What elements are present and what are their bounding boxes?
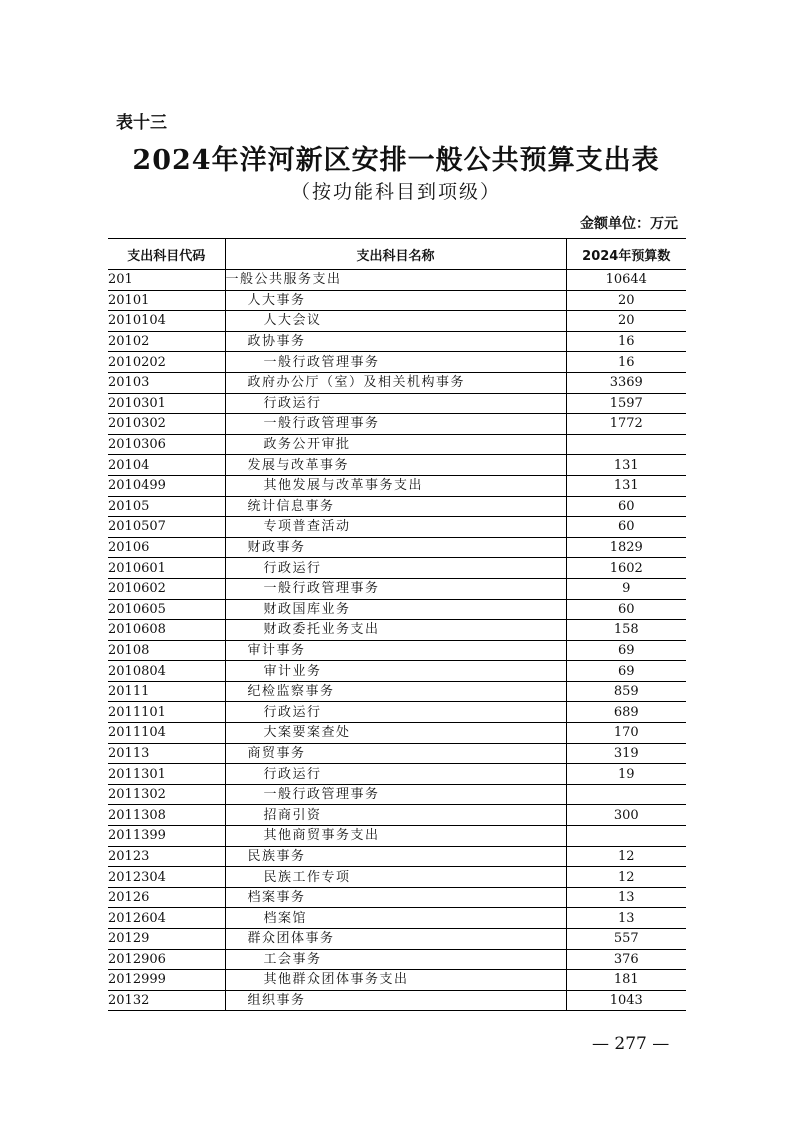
row-amount: 9 xyxy=(566,578,686,599)
row-code: 2011104 xyxy=(108,723,225,744)
table-row xyxy=(108,764,686,785)
row-amount: 10644 xyxy=(566,270,686,291)
row-name: 商贸事务 xyxy=(225,743,566,764)
table-row xyxy=(108,599,686,620)
row-name: 审计事务 xyxy=(225,640,566,661)
row-amount: 557 xyxy=(566,929,686,950)
row-amount: 16 xyxy=(566,352,686,373)
row-code: 2012999 xyxy=(108,970,225,991)
row-amount: 12 xyxy=(566,867,686,888)
row-code: 2010306 xyxy=(108,434,225,455)
table-row xyxy=(108,434,686,455)
row-amount: 1602 xyxy=(566,558,686,579)
table-row xyxy=(108,990,686,1011)
row-name: 一般行政管理事务 xyxy=(225,352,566,373)
row-code: 20104 xyxy=(108,455,225,476)
row-name: 统计信息事务 xyxy=(225,496,566,517)
row-name: 行政运行 xyxy=(225,702,566,723)
row-name: 行政运行 xyxy=(225,764,566,785)
table-row xyxy=(108,784,686,805)
table-row xyxy=(108,455,686,476)
row-amount: 19 xyxy=(566,764,686,785)
row-amount xyxy=(566,826,686,847)
row-amount: 13 xyxy=(566,887,686,908)
table-row xyxy=(108,311,686,332)
row-amount: 689 xyxy=(566,702,686,723)
row-code: 2012906 xyxy=(108,949,225,970)
table-row xyxy=(108,846,686,867)
row-name: 政协事务 xyxy=(225,331,566,352)
table-row xyxy=(108,723,686,744)
row-code: 20108 xyxy=(108,640,225,661)
row-code: 2010507 xyxy=(108,517,225,538)
row-name: 审计业务 xyxy=(225,661,566,682)
row-name: 一般行政管理事务 xyxy=(225,414,566,435)
row-code: 20102 xyxy=(108,331,225,352)
row-name: 民族工作专项 xyxy=(225,867,566,888)
row-code: 2010601 xyxy=(108,558,225,579)
table-row xyxy=(108,393,686,414)
table-row xyxy=(108,475,686,496)
row-code: 2010301 xyxy=(108,393,225,414)
row-code: 2010499 xyxy=(108,475,225,496)
row-name: 档案馆 xyxy=(225,908,566,929)
table-row xyxy=(108,578,686,599)
row-amount: 1829 xyxy=(566,537,686,558)
row-name: 行政运行 xyxy=(225,558,566,579)
row-name: 群众团体事务 xyxy=(225,929,566,950)
table-row xyxy=(108,414,686,435)
row-name: 财政事务 xyxy=(225,537,566,558)
table-row xyxy=(108,743,686,764)
row-amount xyxy=(566,784,686,805)
table-row xyxy=(108,702,686,723)
table-row xyxy=(108,352,686,373)
row-name: 其他群众团体事务支出 xyxy=(225,970,566,991)
table-row xyxy=(108,949,686,970)
row-amount: 60 xyxy=(566,496,686,517)
table-row xyxy=(108,805,686,826)
table-row xyxy=(108,970,686,991)
page-subtitle: （按功能科目到项级） xyxy=(290,181,501,203)
row-amount: 1597 xyxy=(566,393,686,414)
row-name: 政务公开审批 xyxy=(225,434,566,455)
row-amount: 69 xyxy=(566,661,686,682)
row-name: 行政运行 xyxy=(225,393,566,414)
row-amount: 12 xyxy=(566,846,686,867)
row-amount: 16 xyxy=(566,331,686,352)
row-code: 20129 xyxy=(108,929,225,950)
row-amount: 20 xyxy=(566,290,686,311)
row-code: 2010608 xyxy=(108,620,225,641)
row-name: 专项普查活动 xyxy=(225,517,566,538)
column-header-name: 支出科目名称 xyxy=(225,239,566,270)
table-row xyxy=(108,681,686,702)
row-amount: 859 xyxy=(566,681,686,702)
row-amount: 3369 xyxy=(566,372,686,393)
row-code: 20106 xyxy=(108,537,225,558)
table-row xyxy=(108,558,686,579)
table-row xyxy=(108,270,686,291)
row-code: 2011302 xyxy=(108,784,225,805)
row-amount: 60 xyxy=(566,517,686,538)
table-row xyxy=(108,929,686,950)
row-amount: 1772 xyxy=(566,414,686,435)
row-name: 档案事务 xyxy=(225,887,566,908)
table-body xyxy=(108,270,686,1011)
row-name: 大案要案查处 xyxy=(225,723,566,744)
table-row xyxy=(108,640,686,661)
row-name: 组织事务 xyxy=(225,990,566,1011)
row-code: 20113 xyxy=(108,743,225,764)
row-code: 20103 xyxy=(108,372,225,393)
row-code: 2010104 xyxy=(108,311,225,332)
row-code: 20111 xyxy=(108,681,225,702)
row-code: 2011301 xyxy=(108,764,225,785)
row-amount: 131 xyxy=(566,475,686,496)
row-name: 民族事务 xyxy=(225,846,566,867)
table-row xyxy=(108,331,686,352)
row-amount: 376 xyxy=(566,949,686,970)
row-amount: 300 xyxy=(566,805,686,826)
table-row xyxy=(108,537,686,558)
row-code: 20132 xyxy=(108,990,225,1011)
row-name: 一般行政管理事务 xyxy=(225,784,566,805)
row-code: 201 xyxy=(108,270,225,291)
table-row xyxy=(108,867,686,888)
row-name: 政府办公厅（室）及相关机构事务 xyxy=(225,372,566,393)
table-row xyxy=(108,290,686,311)
row-code: 20126 xyxy=(108,887,225,908)
row-name: 其他发展与改革事务支出 xyxy=(225,475,566,496)
page-title: 2024年洋河新区安排一般公共预算支出表 xyxy=(132,145,660,176)
row-name: 发展与改革事务 xyxy=(225,455,566,476)
row-code: 2011399 xyxy=(108,826,225,847)
row-amount: 1043 xyxy=(566,990,686,1011)
table-row xyxy=(108,908,686,929)
row-amount: 181 xyxy=(566,970,686,991)
budget-table xyxy=(108,238,686,1011)
row-name: 人大会议 xyxy=(225,311,566,332)
table-row xyxy=(108,372,686,393)
unit-label: 金额单位：万元 xyxy=(580,216,678,232)
row-code: 2010202 xyxy=(108,352,225,373)
row-code: 2011308 xyxy=(108,805,225,826)
row-name: 财政国库业务 xyxy=(225,599,566,620)
row-code: 2010602 xyxy=(108,578,225,599)
table-row xyxy=(108,826,686,847)
table-header-row xyxy=(108,239,686,270)
row-amount: 60 xyxy=(566,599,686,620)
row-name: 招商引资 xyxy=(225,805,566,826)
row-name: 人大事务 xyxy=(225,290,566,311)
row-name: 一般行政管理事务 xyxy=(225,578,566,599)
row-code: 20101 xyxy=(108,290,225,311)
row-code: 2010804 xyxy=(108,661,225,682)
row-code: 2010302 xyxy=(108,414,225,435)
row-code: 20123 xyxy=(108,846,225,867)
row-amount: 319 xyxy=(566,743,686,764)
table-label: 表十三 xyxy=(116,113,167,133)
column-header-code: 支出科目代码 xyxy=(108,239,225,270)
table-row xyxy=(108,887,686,908)
row-name: 工会事务 xyxy=(225,949,566,970)
table-row xyxy=(108,620,686,641)
row-name: 财政委托业务支出 xyxy=(225,620,566,641)
page-number: — 277 — xyxy=(592,1034,670,1054)
row-code: 20105 xyxy=(108,496,225,517)
column-header-amount: 2024年预算数 xyxy=(566,239,686,270)
row-amount: 170 xyxy=(566,723,686,744)
table-row xyxy=(108,496,686,517)
row-code: 2012304 xyxy=(108,867,225,888)
row-amount: 131 xyxy=(566,455,686,476)
row-amount: 69 xyxy=(566,640,686,661)
row-amount: 20 xyxy=(566,311,686,332)
row-name: 其他商贸事务支出 xyxy=(225,826,566,847)
row-code: 2012604 xyxy=(108,908,225,929)
row-code: 2011101 xyxy=(108,702,225,723)
row-amount: 13 xyxy=(566,908,686,929)
table-row xyxy=(108,517,686,538)
row-amount: 158 xyxy=(566,620,686,641)
row-name: 纪检监察事务 xyxy=(225,681,566,702)
row-code: 2010605 xyxy=(108,599,225,620)
row-amount xyxy=(566,434,686,455)
table-row xyxy=(108,661,686,682)
row-name: 一般公共服务支出 xyxy=(225,270,566,291)
